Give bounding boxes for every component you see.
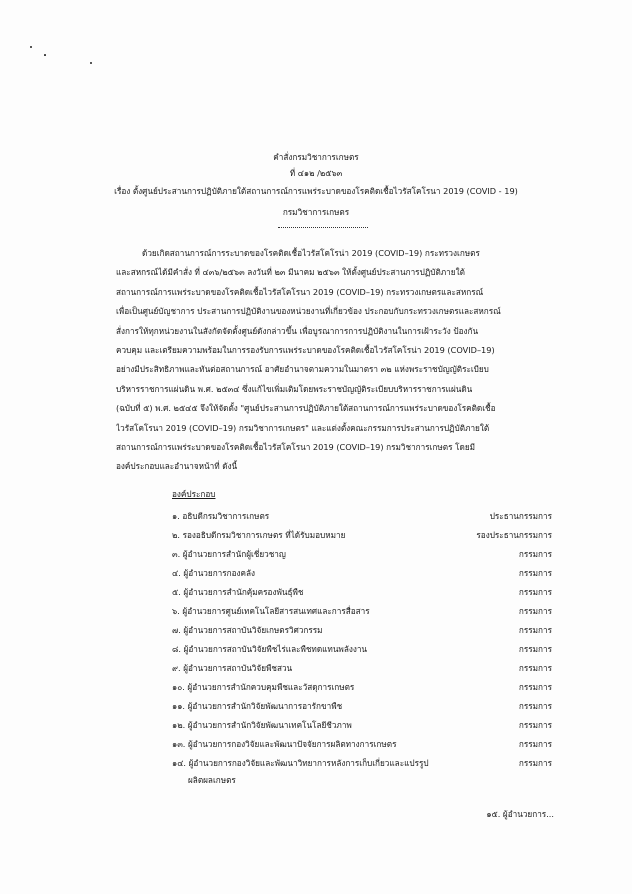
paragraph-line: เพื่อเป็นศูนย์บัญชาการ ประสานการปฏิบัติงานของหน่วยงานที่เกี่ยวข้อง ประกอบกับกระทรวงเกษตรและสหกรณ์ — [116, 306, 501, 317]
paragraph-line: (ฉบับที่ ๕) พ.ศ. ๒๕๔๕ จึงให้จัดตั้ง "ศูนย์ประสานการปฏิบัติภายใต้สถานการณ์การแพร่ระบาดของโรคติดเชื้อ — [116, 403, 496, 414]
scan-speck — [90, 62, 92, 64]
member-name: ๖. ผู้อำนวยการศูนย์เทคโนโลยีสารสนเทศและการสื่อสาร — [172, 606, 370, 616]
body-paragraph — [116, 244, 556, 477]
member-name: ๘. ผู้อำนวยการสถาบันวิจัยพืชไร่และพืชทดแทนพลังงาน — [172, 644, 368, 654]
member-role: กรรมการ — [518, 739, 552, 749]
member-name: ๑๐. ผู้อำนวยการสำนักควบคุมพืชและวัสดุการเกษตร — [172, 682, 355, 692]
paragraph-line: องค์ประกอบและอำนาจหน้าที่ ดังนี้ — [116, 461, 238, 472]
member-role: กรรมการ — [518, 644, 552, 654]
scan-speck — [44, 54, 46, 56]
member-role: กรรมการ — [518, 720, 552, 730]
paragraph-line: อย่างมีประสิทธิภาพและทันต่อสถานการณ์ อาศัยอำนาจตามความในมาตรา ๓๒ แห่งพระราชบัญญัติระเบียบ — [116, 364, 489, 375]
member-role: กรรมการ — [518, 549, 552, 559]
member-name: ๕. ผู้อำนวยการสำนักคุ้มครองพันธุ์พืช — [172, 587, 304, 597]
order-number: ที่ ๔๑๒ /๒๕๖๓ — [289, 168, 343, 178]
paragraph-line: สั่งการให้ทุกหน่วยงานในสังกัดจัดตั้งศูนย์ดังกล่าวขึ้น เพื่อบูรณาการการปฏิบัติงานในการเฝ้าระวัง ป้องกัน — [116, 325, 479, 336]
member-role: กรรมการ — [518, 663, 552, 673]
order-subject: เรื่อง ตั้งศูนย์ประสานการปฏิบัติภายใต้สถานการณ์การแพร่ระบาดของโรคติดเชื้อไวรัสโคโรนา 2019 (COVID - 19) — [114, 186, 518, 196]
member-name: ๑๑. ผู้อำนวยการสำนักวิจัยพัฒนาการอารักขาพืช — [172, 701, 343, 711]
member-role: กรรมการ — [518, 587, 552, 597]
page-continuation: ๑๕. ผู้อำนวยการ... — [486, 809, 554, 819]
member-name: ๗. ผู้อำนวยการสถาบันวิจัยเกษตรวิศวกรรม — [172, 625, 323, 635]
member-name: ๓. ผู้อำนวยการสำนักผู้เชี่ยวชาญ — [172, 549, 286, 559]
member-name: ๑๒. ผู้อำนวยการสำนักวิจัยพัฒนาเทคโนโลยีชีวภาพ — [172, 720, 352, 730]
member-role: กรรมการ — [518, 568, 552, 578]
member-name: ๙. ผู้อำนวยการสถาบันวิจัยพืชสวน — [172, 663, 293, 673]
member-role: กรรมการ — [518, 682, 552, 692]
member-role: กรรมการ — [518, 701, 552, 711]
scan-speck — [30, 46, 32, 48]
member-name: ๔. ผู้อำนวยการกองคลัง — [172, 568, 256, 578]
member-role: ประธานกรรมการ — [489, 511, 552, 521]
department-name: กรมวิชาการเกษตร — [282, 207, 350, 217]
member-name: ๑๔. ผู้อำนวยการกองวิจัยและพัฒนาวิทยาการหลังการเก็บเกี่ยวและแปรรูป — [172, 758, 429, 768]
order-title: คำสั่งกรมวิชาการเกษตร — [273, 152, 359, 162]
paragraph-line: สถานการณ์การแพร่ระบาดของโรคติดเชื้อไวรัสโคโรนา 2019 (COVID–19) กระทรวงเกษตรและสหกรณ์ — [116, 286, 484, 297]
composition-heading: องค์ประกอบ — [172, 489, 216, 499]
paragraph-line: ด้วยเกิดสถานการณ์การระบาดของโรคติดเชื้อไวรัสโคโรน่า 2019 (COVID–19) กระทรวงเกษตร — [142, 248, 480, 258]
paragraph-line: ไวรัสโคโรนา 2019 (COVID–19) กรมวิชาการเกษตร" และแต่งตั้งคณะกรรมการประสานการปฏิบัติภายใต้ — [116, 422, 490, 433]
member-name: ๒. รองอธิบดีกรมวิชาการเกษตร ที่ได้รับมอบหมาย — [172, 530, 346, 540]
member-role: กรรมการ — [518, 606, 552, 616]
member-role: กรรมการ — [518, 625, 552, 635]
member-name: ๑. อธิบดีกรมวิชาการเกษตร — [172, 511, 270, 521]
paragraph-line: และสหกรณ์ได้มีคำสั่ง ที่ ๔๓๖/๒๕๖๓ ลงวันที่ ๒๓ มีนาคม ๒๕๖๓ ให้ตั้งศูนย์ประสานการปฏิบัติภายใต้ — [116, 267, 465, 278]
paragraph-line: สถานการณ์การแพร่ระบาดของโรคติดเชื้อไวรัสโคโรนา 2019 (COVID–19) กรมวิชาการเกษตร โดยมี — [116, 441, 476, 452]
member-name-continuation: ผลิตผลเกษตร — [188, 775, 236, 785]
member-role: รองประธานกรรมการ — [476, 530, 552, 540]
paragraph-line: บริหารราชการแผ่นดิน พ.ศ. ๒๕๓๔ ซึ่งแก้ไขเพิ่มเติมโดยพระราชบัญญัติระเบียบบริหารราชการแผ่นดิน — [116, 383, 473, 394]
paragraph-line: ควบคุม และเตรียมความพร้อมในการรองรับการแพร่ระบาดของโรคติดเชื้อไวรัสโคโรน่า 2019 (COVID–19) — [116, 344, 495, 355]
member-name: ๑๓. ผู้อำนวยการกองวิจัยและพัฒนาปัจจัยการผลิตทางการเกษตร — [172, 739, 397, 749]
member-role: กรรมการ — [518, 758, 552, 768]
separator-line — [278, 227, 368, 228]
